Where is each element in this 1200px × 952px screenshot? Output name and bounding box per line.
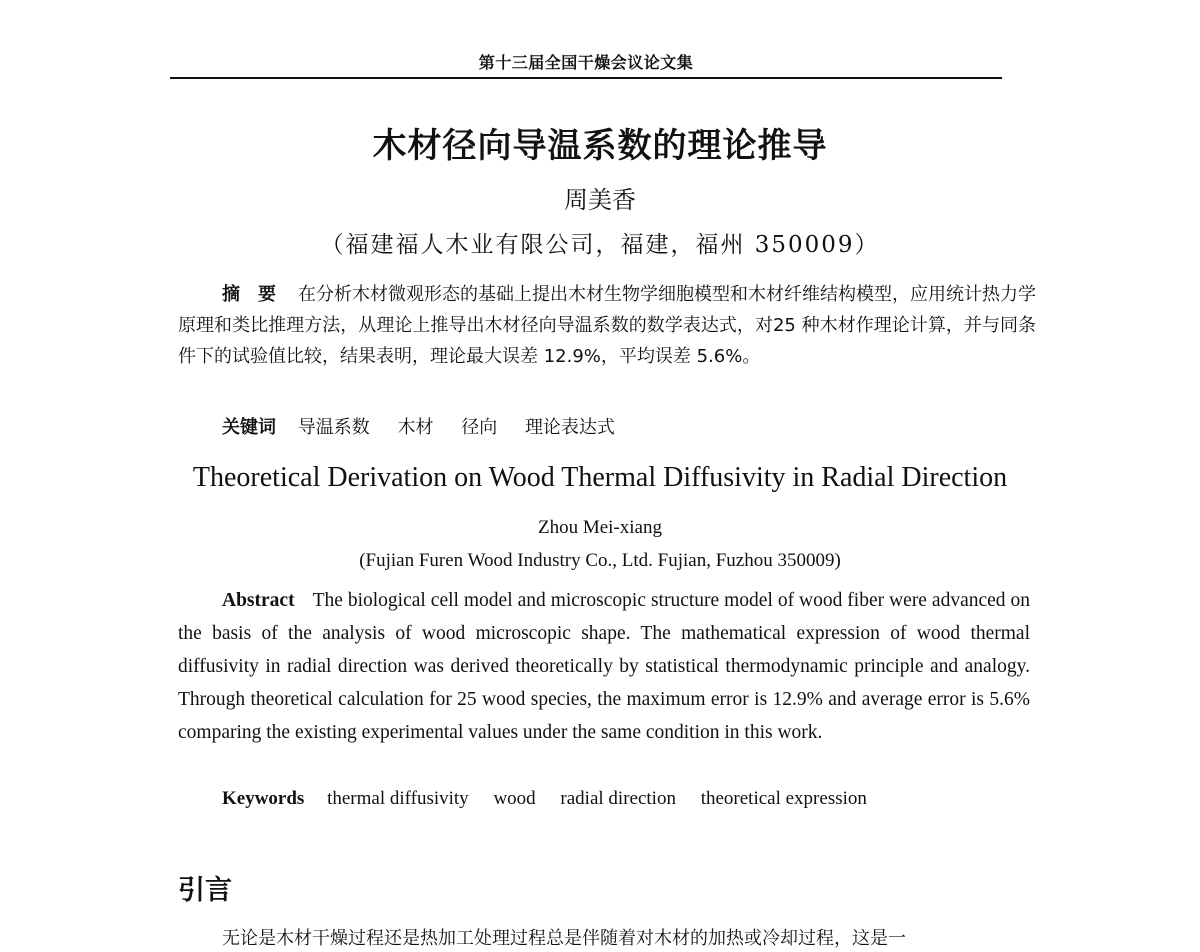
english-affiliation: (Fujian Furen Wood Industry Co., Ltd. Fujian, Fuzhou 350009)	[359, 550, 841, 571]
english-author: Zhou Mei-xiang	[537, 517, 662, 538]
introduction-first-line: 无论是木材干燥过程还是热加工处理过程总是伴随着对木材的加热或冷却过程，这是一	[222, 928, 906, 949]
english-title: Theoretical Derivation on Wood Thermal Diffusivity in Radial Direction	[192, 462, 1008, 493]
chinese-author: 周美香	[564, 186, 636, 214]
english-keyword: wood	[493, 788, 536, 809]
chinese-keyword: 理论表达式	[524, 417, 615, 438]
chinese-affiliation: （福建福人木业有限公司，福建，福州 350009）	[320, 232, 880, 258]
chinese-keyword: 木材	[397, 417, 434, 438]
chinese-keyword: 径向	[461, 417, 498, 438]
chinese-abstract-label: 摘 要	[222, 284, 276, 305]
english-abstract-text: The biological cell model and microscopic structure model of wood fiber were advanced on the basis of the analysis of wood microscopic shape. The mathematical expression of wood thermal diffusivity in radial direction was derived theoretically by statistical thermodynamic principle and analogy. Through theoretical calculation for 25 wood species, the maximum error is 12.9% and average error is 5.6% comparing the existing experimental values under the same condition in this work.	[178, 590, 1030, 743]
english-keywords	[222, 788, 887, 810]
english-keyword: thermal diffusivity	[327, 788, 469, 809]
english-abstract	[178, 584, 1030, 749]
english-abstract-label: Abstract	[222, 590, 295, 611]
chinese-keyword: 导温系数	[297, 417, 370, 438]
english-keywords-label: Keywords	[222, 788, 305, 809]
running-header: 第十三届全国干燥会议论文集	[478, 53, 694, 72]
chinese-title: 木材径向导温系数的理论推导	[372, 126, 828, 166]
header-rule	[170, 77, 1002, 79]
chinese-keywords	[222, 413, 637, 439]
chinese-abstract	[178, 279, 1036, 372]
section-heading-introduction: 引言	[178, 875, 232, 906]
english-keyword: theoretical expression	[700, 788, 867, 809]
english-keyword: radial direction	[560, 788, 676, 809]
chinese-abstract-text: 在分析木材微观形态的基础上提出木材生物学细胞模型和木材纤维结构模型，应用统计热力学原理和类比推理方法，从理论上推导出木材径向导温系数的数学表达式，对25 种木材作理论计算，并与同条件下的试验值比较，结果表明，理论最大误差 12.9%，平均误差 5.6%。	[178, 284, 1036, 367]
chinese-keywords-label: 关键词	[222, 417, 276, 438]
